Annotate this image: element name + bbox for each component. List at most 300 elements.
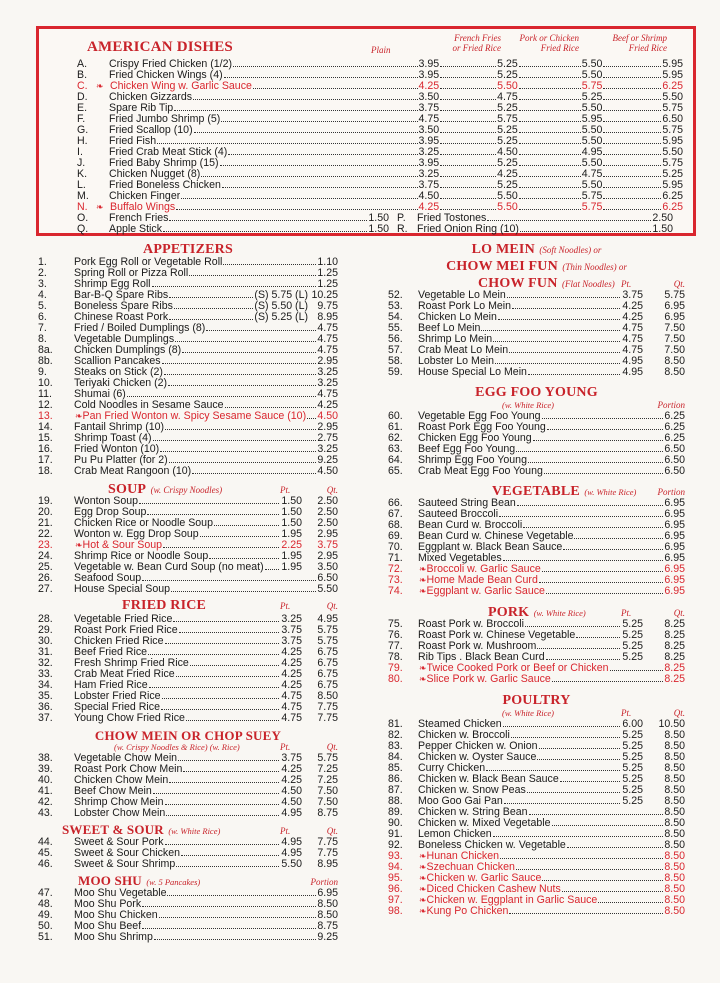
item-number: 75.	[388, 619, 403, 630]
item-name: Chicken w. Mixed Vegetable	[418, 818, 551, 829]
item-price: 3.95	[418, 136, 440, 147]
leader-dots	[519, 66, 581, 67]
item-name: Fried Crab Meat Stick (4)	[109, 147, 228, 158]
item-name: Moo Shu Beef	[74, 921, 142, 932]
item-number: 26.	[38, 573, 53, 584]
item-number: 17.	[38, 455, 53, 466]
item-name: Spring Roll or Pizza Roll	[74, 268, 189, 279]
item-number: 65.	[388, 466, 403, 477]
item-price: 5.95	[662, 180, 683, 191]
item-name: Shrimp Rice or Noodle Soup	[74, 551, 209, 562]
leader-dots	[220, 165, 418, 166]
appetizers-item	[38, 455, 338, 466]
item-number: 68.	[388, 520, 403, 531]
moo-shu-item	[38, 910, 338, 921]
item-price: 5.25	[497, 125, 518, 136]
item-price: 5.50	[497, 202, 518, 213]
american-extras-left	[49, 213, 389, 235]
egg-foo-young-item	[388, 466, 685, 477]
leader-dots	[525, 626, 620, 627]
leader-dots	[192, 473, 316, 474]
leader-dots	[498, 319, 620, 320]
item-number: 8a.	[38, 345, 53, 356]
item-small-price: (S) 5.75 (L)	[254, 290, 308, 301]
item-name: Boneless Chicken w. Vegetable	[418, 840, 566, 851]
item-price: 5.50	[662, 92, 683, 103]
leader-dots	[152, 286, 317, 287]
sweet-sour-header	[38, 821, 338, 837]
item-pint-price: 4.95	[281, 837, 302, 848]
item-name: Vegetable w. Bean Curd Soup (no meat)	[74, 562, 264, 573]
item-price: 3.50	[418, 125, 440, 136]
item-price: 2.50	[652, 213, 673, 224]
item-price: 6.95	[664, 520, 685, 531]
leader-dots	[603, 198, 661, 199]
item-pint-price: 2.25	[281, 540, 302, 551]
item-pint-price: 3.25	[281, 614, 302, 625]
item-pint-price: 5.50	[281, 859, 302, 870]
item-quart-price: 3.50	[317, 562, 338, 573]
leader-dots	[200, 536, 279, 537]
leader-dots	[519, 121, 581, 122]
leader-dots	[500, 858, 663, 859]
appetizers-title: APPETIZERS	[143, 242, 233, 257]
item-price: 5.50	[497, 81, 518, 92]
american-item	[49, 136, 683, 147]
item-quart-price: 8.50	[664, 873, 685, 884]
leader-dots	[181, 198, 417, 199]
fried-rice-qt-label: Qt.	[326, 601, 338, 611]
leader-dots	[176, 676, 279, 677]
appetizers-item	[38, 444, 338, 455]
item-pint-price: 5.25	[622, 730, 643, 741]
leader-dots	[610, 670, 664, 671]
appetizers-item	[38, 257, 338, 268]
item-number: 50.	[38, 921, 53, 932]
leader-dots	[176, 866, 279, 867]
egg-foo-young-item	[388, 444, 685, 455]
poultry-header	[388, 691, 685, 708]
item-quart-price: 6.75	[317, 680, 338, 691]
leader-dots	[517, 505, 664, 506]
poultry-item	[388, 906, 685, 917]
item-price: 8.50	[317, 910, 338, 921]
item-name: Young Chow Fried Rice	[74, 713, 185, 724]
item-code: D.	[77, 92, 88, 103]
soup-item	[38, 507, 338, 518]
fried-rice-item	[38, 614, 338, 625]
leader-dots	[552, 825, 664, 826]
item-price: 8.95	[317, 312, 338, 323]
chow-mein-item	[38, 808, 338, 819]
chow-mein-subheader	[38, 742, 338, 753]
leader-dots	[157, 143, 417, 144]
item-name: Boneless Spare Ribs	[74, 301, 173, 312]
item-quart-price: 8.25	[664, 674, 685, 685]
item-name: Seafood Soup	[74, 573, 142, 584]
item-name: Fried Jumbo Shrimp (5)	[109, 114, 221, 125]
item-quart-price: 8.50	[664, 741, 685, 752]
appetizers-item	[38, 466, 338, 477]
american-item	[49, 125, 683, 136]
poultry-item	[388, 719, 685, 730]
appetizers-item	[38, 279, 338, 290]
leader-dots	[603, 132, 661, 133]
leader-dots	[179, 632, 279, 633]
lo-mein-sub1: (Soft Noodles) or	[539, 245, 602, 255]
item-name: Lobster Fried Rice	[74, 691, 161, 702]
leader-dots	[519, 143, 581, 144]
item-number: 92.	[388, 840, 403, 851]
col-pork-label: Pork or Chicken Fried Rice	[519, 33, 579, 53]
item-price: 3.25	[317, 444, 338, 455]
vegetable-portion-label: Portion	[657, 487, 685, 497]
item-number: 76.	[388, 630, 403, 641]
item-pint-price: 5.25	[622, 785, 643, 796]
item-pint-price: 5.25	[622, 752, 643, 763]
item-price: 3.95	[418, 59, 440, 70]
item-pint-price: 1.50	[281, 518, 302, 529]
item-number: 54.	[388, 312, 403, 323]
lo-mein-item	[388, 367, 685, 378]
col-plain-label: Plain	[371, 45, 391, 55]
item-quart-price: 8.50	[664, 752, 685, 763]
item-number: 74.	[388, 586, 403, 597]
item-quart-price: 5.75	[664, 290, 685, 301]
efy-header	[388, 383, 685, 400]
item-quart-price: 8.50	[664, 356, 685, 367]
leader-dots	[440, 66, 496, 67]
lo-mein-item	[388, 334, 685, 345]
item-quart-price: 7.75	[317, 702, 338, 713]
item-code: I.	[77, 147, 83, 158]
item-pint-price: 4.50	[281, 786, 302, 797]
pepper-icon: ❧	[96, 202, 104, 212]
item-pint-price: 4.95	[622, 367, 643, 378]
item-pint-price: 3.75	[281, 625, 302, 636]
item-name: Home Made Bean Curd	[426, 575, 538, 586]
appetizers-item	[38, 433, 338, 444]
item-price: 6.50	[664, 466, 685, 477]
item-pint-price: 1.95	[281, 551, 302, 562]
american-extras	[49, 213, 683, 235]
sweet-sour-qt-label: Qt.	[326, 826, 338, 836]
moo-shu-portion-label: Portion	[310, 877, 338, 887]
item-quart-price: 5.75	[317, 636, 338, 647]
item-name: Bean Curd w. Chinese Vegetable	[418, 531, 574, 542]
item-price: 6.95	[317, 888, 338, 899]
item-price: 4.75	[317, 323, 338, 334]
item-price: 4.75	[581, 169, 603, 180]
item-number: 3.	[38, 279, 47, 290]
poultry-subheader	[388, 708, 685, 719]
item-number: 15.	[38, 433, 53, 444]
item-price: 4.75	[317, 334, 338, 345]
item-name: Shumai (6)	[74, 389, 126, 400]
vegetable-header	[388, 482, 685, 498]
leader-dots	[520, 231, 652, 232]
leader-dots	[169, 319, 253, 320]
item-price: 6.25	[662, 191, 683, 202]
item-number: 96.	[388, 884, 403, 895]
leader-dots	[562, 891, 664, 892]
leader-dots	[516, 451, 663, 452]
pepper-icon: ❧	[419, 586, 427, 596]
poultry-qt-label: Qt.	[673, 708, 685, 718]
item-number: 5.	[38, 301, 47, 312]
item-price: 6.95	[664, 542, 685, 553]
poultry-item	[388, 741, 685, 752]
appetizers-item	[38, 411, 338, 422]
leader-dots	[519, 77, 581, 78]
item-price: 4.25	[317, 400, 338, 411]
leader-dots	[603, 187, 661, 188]
item-code: B.	[77, 70, 88, 81]
poultry-item	[388, 840, 685, 851]
item-number: 53.	[388, 301, 403, 312]
lo-mein-item	[388, 356, 685, 367]
leader-dots	[537, 648, 620, 649]
item-name: Bar-B-Q Spare Ribs	[74, 290, 169, 301]
leader-dots	[440, 165, 496, 166]
leader-dots	[493, 836, 664, 837]
item-price: 5.75	[662, 125, 683, 136]
item-price: 6.95	[664, 498, 685, 509]
item-quart-price: 8.25	[664, 630, 685, 641]
item-pint-price: 3.75	[281, 753, 302, 764]
item-number: 16.	[38, 444, 53, 455]
leader-dots	[163, 231, 367, 232]
leader-dots	[201, 176, 417, 177]
leader-dots	[171, 591, 316, 592]
item-name: Fried / Boiled Dumplings (8)	[74, 323, 206, 334]
chow-mein-item	[38, 797, 338, 808]
col-fries-label: French Fries or Fried Rice	[452, 33, 501, 53]
item-quart-price: 8.50	[664, 367, 685, 378]
item-name: Chicken w. Eggplant in Garlic Sauce	[426, 895, 598, 906]
item-number: 69.	[388, 531, 403, 542]
item-quart-price: 7.50	[317, 786, 338, 797]
item-quart-price: 8.95	[317, 859, 338, 870]
item-name: Beef Fried Rice	[74, 647, 148, 658]
item-quart-price: 8.50	[664, 895, 685, 906]
leader-dots	[603, 88, 661, 89]
pork-item	[388, 652, 685, 663]
leader-dots	[182, 352, 316, 353]
pork-item	[388, 630, 685, 641]
soup-item	[38, 551, 338, 562]
poultry-item	[388, 818, 685, 829]
leader-dots	[221, 121, 417, 122]
item-number: 42.	[38, 797, 53, 808]
item-name: Hunan Chicken	[426, 851, 499, 862]
item-code: P.	[397, 213, 406, 224]
item-number: 94.	[388, 862, 403, 873]
item-name: Moo Goo Gai Pan	[418, 796, 503, 807]
leader-dots	[440, 132, 496, 133]
leader-dots	[603, 165, 661, 166]
item-number: 37.	[38, 713, 53, 724]
leader-dots	[166, 815, 279, 816]
item-number: 34.	[38, 680, 53, 691]
item-quart-price: 5.75	[317, 753, 338, 764]
item-name: Cold Noodles in Sesame Sauce	[74, 400, 224, 411]
item-price: 5.95	[581, 114, 603, 125]
leader-dots	[516, 869, 663, 870]
pepper-icon: ❧	[75, 411, 83, 421]
item-quart-price: 8.50	[664, 730, 685, 741]
item-price: 6.25	[664, 433, 685, 444]
item-quart-price: 6.50	[317, 573, 338, 584]
leader-dots	[486, 770, 620, 771]
soup-title: SOUP	[108, 482, 147, 497]
leader-dots	[576, 637, 620, 638]
item-number: 56.	[388, 334, 403, 345]
leader-dots	[527, 792, 620, 793]
item-name: Eggplant w. Garlic Sauce	[426, 586, 545, 597]
item-number: 60.	[388, 411, 403, 422]
efy-title: EGG FOO YOUNG	[475, 385, 598, 400]
lo-mein-item	[388, 301, 685, 312]
item-pint-price: 4.25	[281, 658, 302, 669]
item-name: Twice Cooked Pork or Beef or Chicken	[426, 663, 609, 674]
item-name: Beef Lo Mein	[418, 323, 481, 334]
leader-dots	[440, 88, 496, 89]
soup-subtitle: (w. Crispy Noodles)	[150, 485, 223, 495]
pepper-icon: ❧	[96, 81, 104, 91]
leader-dots	[542, 571, 664, 572]
item-number: 82.	[388, 730, 403, 741]
leader-dots	[519, 198, 581, 199]
item-name: Crab Meat Fried Rice	[74, 669, 175, 680]
poultry-item	[388, 895, 685, 906]
leader-dots	[511, 737, 620, 738]
item-number: 51.	[38, 932, 53, 943]
item-name: Shrimp Egg Foo Young	[418, 455, 527, 466]
leader-dots	[509, 352, 620, 353]
item-name: Mixed Vegetables	[418, 553, 502, 564]
leader-dots	[223, 264, 316, 265]
item-name: Shrimp Egg Roll	[74, 279, 151, 290]
leader-dots	[440, 121, 496, 122]
item-pint-price: 5.25	[622, 641, 643, 652]
item-number: 11.	[38, 389, 52, 400]
item-name: Wonton w. Egg Drop Soup	[74, 529, 199, 540]
item-code: N.	[77, 202, 88, 213]
item-code: C.	[77, 81, 88, 92]
leader-dots	[169, 782, 279, 783]
leader-dots	[190, 665, 279, 666]
item-name: Roast Pork w. Broccoli	[418, 619, 524, 630]
american-extra-item	[49, 224, 389, 235]
item-name: Pepper Chicken w. Onion	[418, 741, 538, 752]
item-name: Chicken Finger	[109, 191, 181, 202]
fried-rice-header	[38, 598, 338, 614]
leader-dots	[440, 99, 496, 100]
fried-rice-item	[38, 647, 338, 658]
leader-dots	[164, 374, 316, 375]
pepper-icon: ❧	[419, 663, 427, 673]
item-quart-price: 7.25	[317, 764, 338, 775]
item-price: 4.95	[581, 147, 603, 158]
item-number: 35.	[38, 691, 53, 702]
poultry-item	[388, 763, 685, 774]
leader-dots	[440, 198, 496, 199]
leader-dots	[176, 209, 417, 210]
poultry-item	[388, 851, 685, 862]
item-name: French Fries	[109, 213, 169, 224]
leader-dots	[598, 902, 663, 903]
leader-dots	[193, 99, 417, 100]
item-price: 3.25	[418, 169, 440, 180]
leader-dots	[153, 440, 317, 441]
item-pint-price: 6.00	[622, 719, 643, 730]
item-price: 9.25	[317, 455, 338, 466]
item-number: 13.	[38, 411, 53, 422]
leader-dots	[222, 187, 418, 188]
item-number: 39.	[38, 764, 53, 775]
leader-dots	[162, 698, 279, 699]
item-number: 48.	[38, 899, 53, 910]
item-name: Apple Stick	[109, 224, 162, 235]
lo-mein-title: LO MEIN	[471, 242, 535, 257]
item-price: 3.50	[418, 92, 440, 103]
pork-header	[388, 603, 685, 619]
item-quart-price: 7.50	[664, 334, 685, 345]
item-price: 5.50	[581, 59, 603, 70]
item-number: 30.	[38, 636, 53, 647]
item-price: 3.95	[418, 70, 440, 81]
leader-dots	[265, 569, 279, 570]
leader-dots	[563, 549, 663, 550]
item-name: Chicken Egg Foo Young	[418, 433, 532, 444]
item-name: Vegetable Fried Rice	[74, 614, 173, 625]
item-quart-price: 8.50	[664, 796, 685, 807]
leader-dots	[542, 418, 664, 419]
item-number: 78.	[388, 652, 403, 663]
poultry-subtitle: (w. White Rice)	[502, 708, 555, 718]
moo-shu-item	[38, 921, 338, 932]
item-number: 63.	[388, 444, 403, 455]
item-name: Chinese Roast Pork	[74, 312, 169, 323]
item-price: 5.25	[662, 169, 683, 180]
item-number: 21.	[38, 518, 53, 529]
item-name: Steaks on Stick (2)	[74, 367, 163, 378]
american-item	[49, 92, 683, 103]
leader-dots	[142, 928, 316, 929]
item-name: Sweet & Sour Pork	[74, 837, 164, 848]
item-name: Teriyaki Chicken (2)	[74, 378, 168, 389]
item-price: 4.50	[317, 466, 338, 477]
item-pint-price: 4.25	[622, 301, 643, 312]
leader-dots	[440, 77, 496, 78]
vegetable-list	[388, 498, 685, 597]
item-number: 62.	[388, 433, 403, 444]
item-quart-price: 7.75	[317, 848, 338, 859]
item-name: Chicken Nugget (8)	[109, 169, 201, 180]
sweet-sour-list	[38, 837, 338, 870]
item-price: 4.75	[497, 92, 518, 103]
vegetable-item	[388, 586, 685, 597]
item-number: 87.	[388, 785, 403, 796]
lo-mein-header-3	[388, 274, 685, 290]
item-price: 5.25	[497, 70, 518, 81]
chow-fun-title: CHOW FUN	[478, 276, 558, 291]
leader-dots	[552, 681, 664, 682]
item-code: R.	[397, 224, 408, 235]
item-number: 23.	[38, 540, 53, 551]
item-number: 29.	[38, 625, 53, 636]
